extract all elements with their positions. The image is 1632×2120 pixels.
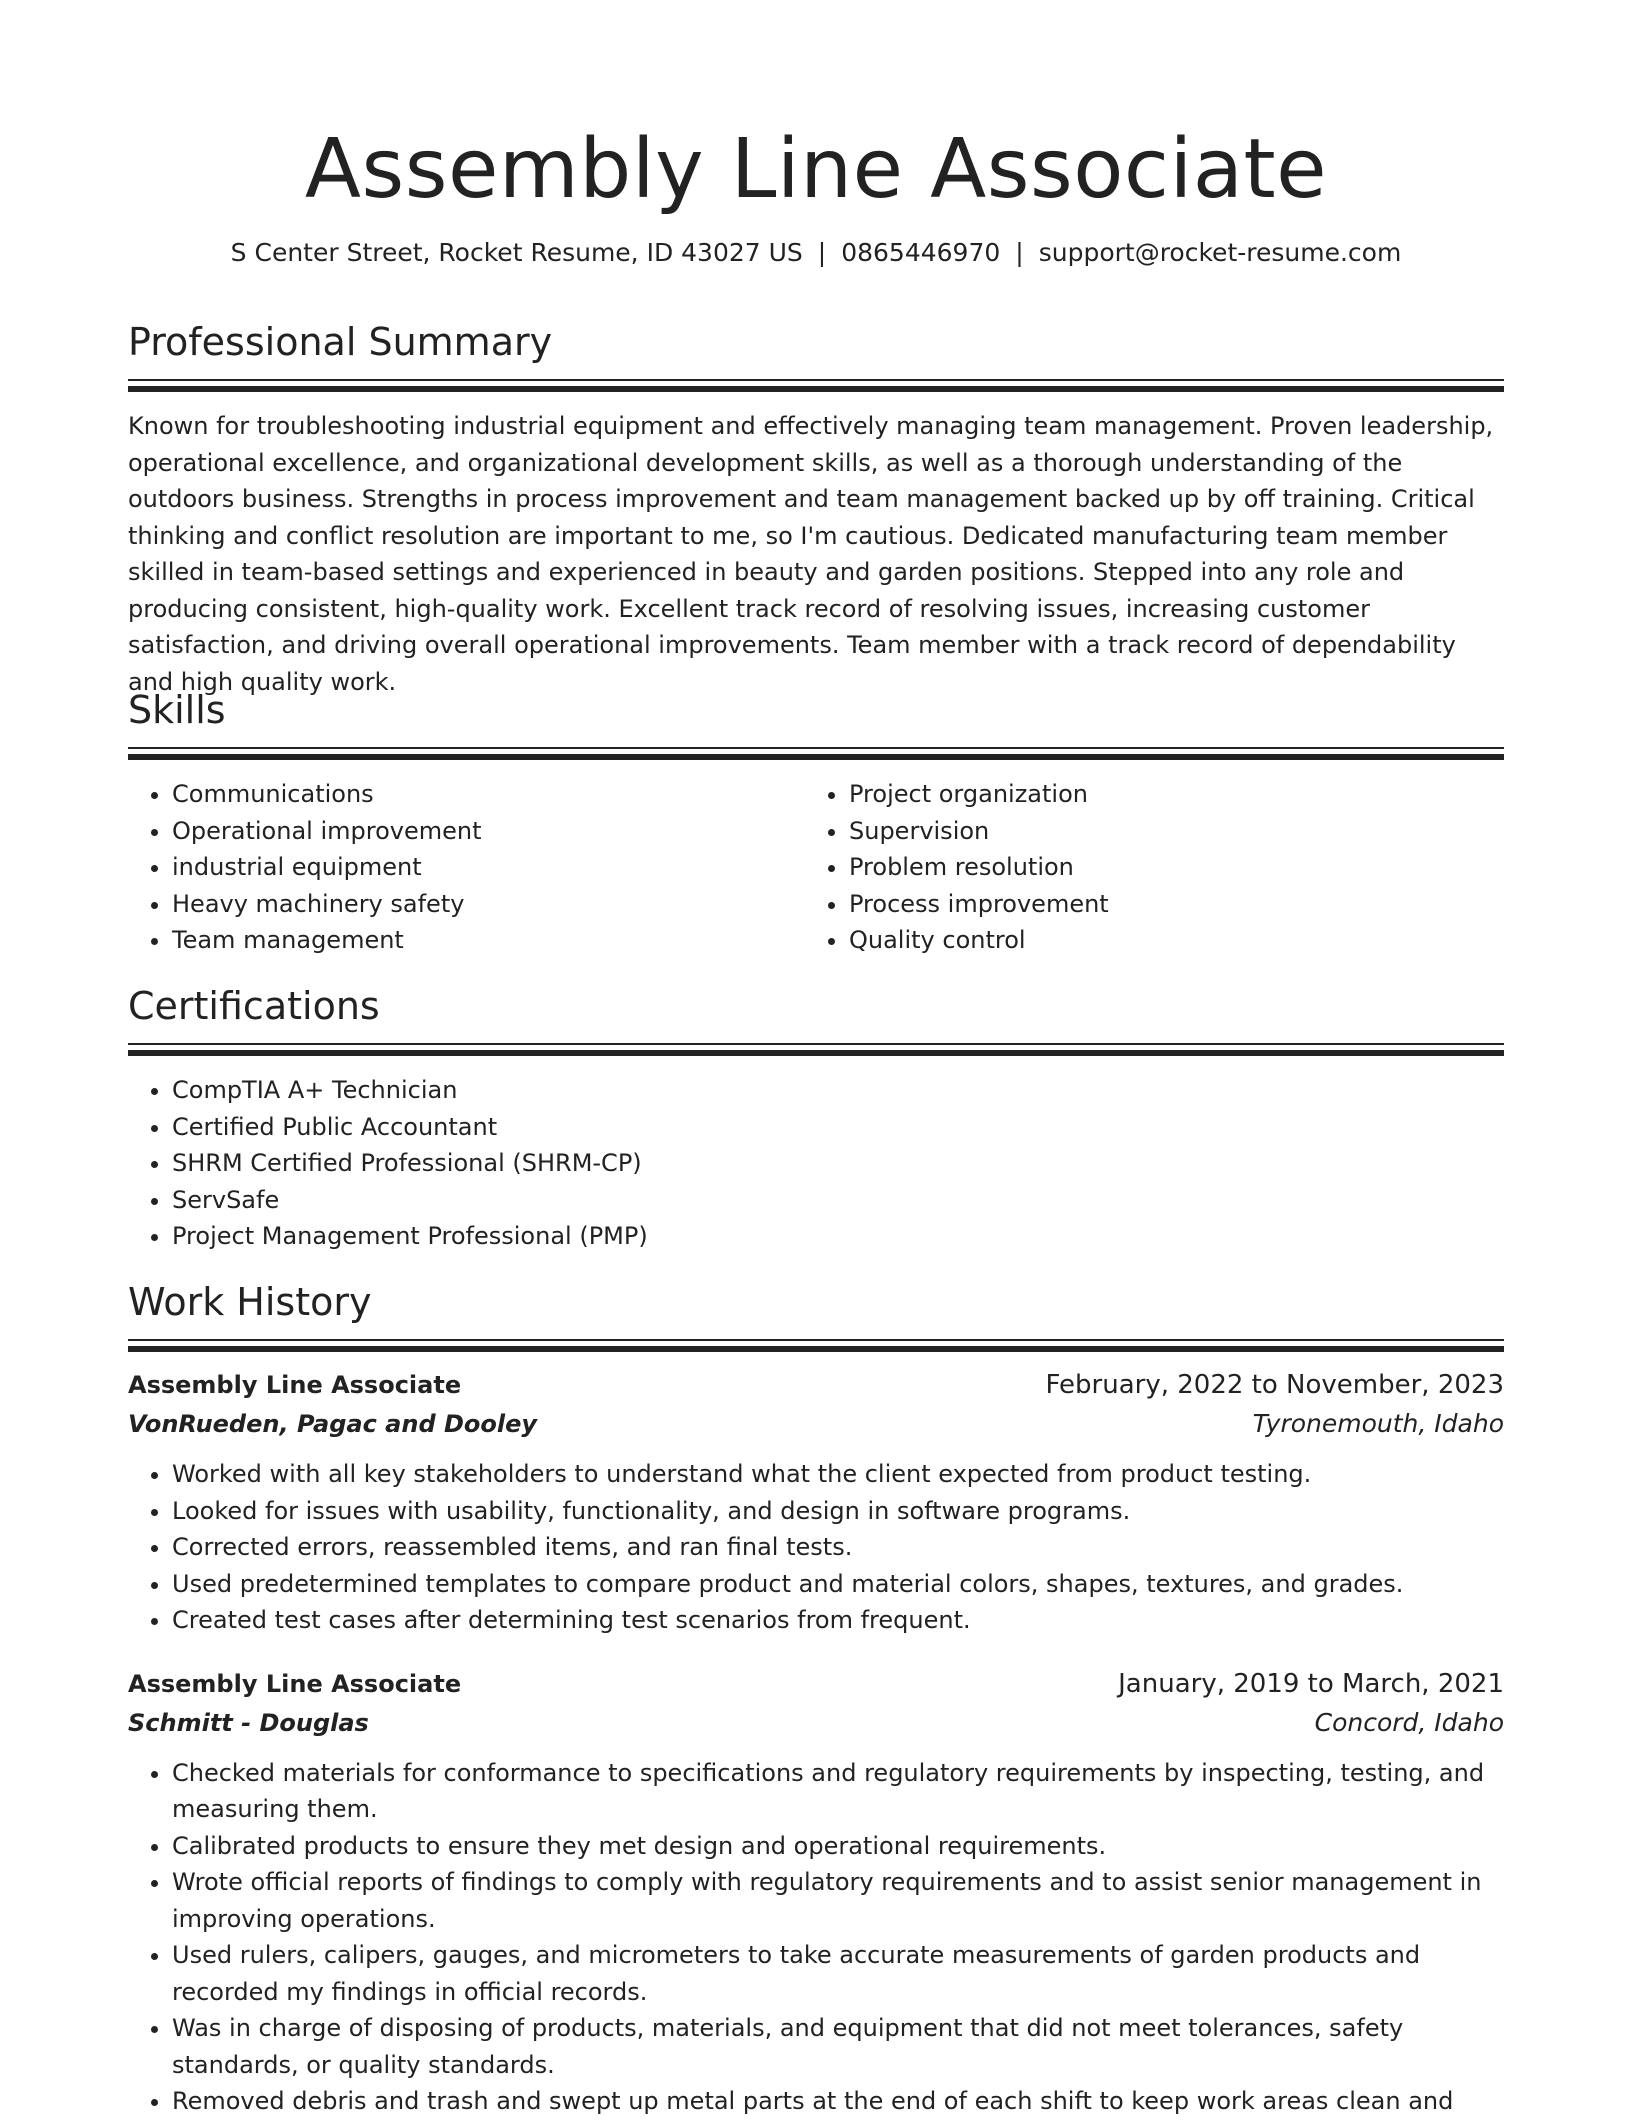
skill-item: • Team management xyxy=(172,922,805,959)
section-title: Skills xyxy=(128,688,226,732)
contact-separator: | xyxy=(1015,238,1024,267)
section-divider-thick xyxy=(128,1346,1504,1352)
job-duty-item: • Removed debris and trash and swept up metal parts at the end of each shift to keep work areas clean and xyxy=(172,2083,1504,2120)
summary-section xyxy=(128,317,1504,700)
job-subheader-row xyxy=(128,1703,1504,1743)
job-header-row xyxy=(128,1366,1504,1404)
certification-item: • Project Management Professional (PMP) xyxy=(172,1218,1504,1255)
section-divider-thick xyxy=(128,386,1504,392)
certification-item: • Certified Public Accountant xyxy=(172,1109,1504,1146)
job-location: Concord, Idaho xyxy=(1314,1707,1504,1737)
skills-list-left xyxy=(128,776,805,959)
job-duty-item: • Looked for issues with usability, functionality, and design in software programs. xyxy=(172,1493,1504,1530)
skills-list-right xyxy=(805,776,1482,959)
section-divider xyxy=(128,1339,1504,1341)
section-title: Professional Summary xyxy=(128,320,553,364)
contact-line xyxy=(128,236,1504,270)
job-entry xyxy=(128,1366,1504,1639)
summary-text: Known for troubleshooting industrial equipment and effectively managing team management. Proven leadership, operational excellence, and organizational development skills, as well as a thorough understanding of the outdoors business. Strengths in process improvement and team management backed up by off training. Critical thinking and conflict resolution are important to me, so I'm cautious. Dedicated manufacturing team member skilled in team-based settings and experienced in beauty and garden positions. Stepped into any role and producing consistent, high-quality work. Excellent track record of resolving issues, increasing customer satisfaction, and driving overall operational improvements. Team member with a track record of dependability and high quality work. xyxy=(128,412,1494,696)
contact-email[interactable]: support@rocket-resume.com xyxy=(1038,238,1402,267)
section-divider xyxy=(128,747,1504,749)
skill-item: • Project organization xyxy=(849,776,1482,813)
job-duty-item: • Calibrated products to ensure they met design and operational requirements. xyxy=(172,1828,1504,1865)
section-divider-thick xyxy=(128,1050,1504,1056)
job-company: Schmitt - Douglas xyxy=(128,1708,369,1737)
job-duties-list xyxy=(128,1755,1504,2120)
certification-item: • ServSafe xyxy=(172,1182,1504,1219)
job-duties-list xyxy=(128,1456,1504,1639)
job-company: VonRueden, Pagac and Dooley xyxy=(128,1410,538,1438)
certifications-section xyxy=(128,981,1504,1255)
job-subheader-row xyxy=(128,1404,1504,1444)
section-divider xyxy=(128,1043,1504,1045)
job-location: Tyronemouth, Idaho xyxy=(1252,1409,1504,1438)
job-title: Assembly Line Associate xyxy=(128,1669,462,1698)
job-title: Assembly Line Associate xyxy=(128,1371,462,1399)
certification-item: • CompTIA A+ Technician xyxy=(172,1072,1504,1109)
job-dates: February, 2022 to November, 2023 xyxy=(1045,1370,1504,1400)
job-duty-item: • Was in charge of disposing of products, materials, and equipment that did not meet tolerances, safety standards, or quality standards. xyxy=(172,2010,1504,2083)
certifications-list xyxy=(128,1072,1504,1255)
skills-grid xyxy=(128,760,1504,959)
certification-item: • SHRM Certified Professional (SHRM-CP) xyxy=(172,1145,1504,1182)
job-duty-item: • Checked materials for conformance to specifications and regulatory requirements by inspecting, testing, and measuring them. xyxy=(172,1755,1504,1828)
job-dates: January, 2019 to March, 2021 xyxy=(1118,1668,1504,1699)
job-duty-item: • Created test cases after determining test scenarios from frequent. xyxy=(172,1602,1504,1639)
contact-address: S Center Street, Rocket Resume, ID 43027 US xyxy=(230,238,803,267)
skill-item: • Process improvement xyxy=(849,886,1482,923)
skill-item: • Problem resolution xyxy=(849,849,1482,886)
job-header-row xyxy=(128,1665,1504,1703)
job-duty-item: • Wrote official reports of findings to comply with regulatory requirements and to assist senior management in improving operations. xyxy=(172,1864,1504,1937)
resume-page xyxy=(128,0,1504,2115)
job-duty-item: • Used rulers, calipers, gauges, and micrometers to take accurate measurements of garden products and recorded my findings in official records. xyxy=(172,1937,1504,2010)
job-duty-item: • Corrected errors, reassembled items, and ran final tests. xyxy=(172,1529,1504,1566)
contact-separator: | xyxy=(817,238,827,267)
job-entry xyxy=(128,1665,1504,2120)
job-duty-item: • Worked with all key stakeholders to understand what the client expected from product testing. xyxy=(172,1456,1504,1493)
job-duty-item: • Used predetermined templates to compare product and material colors, shapes, textures, and grades. xyxy=(172,1566,1504,1603)
skill-item: • Supervision xyxy=(849,813,1482,850)
skills-section xyxy=(128,685,1504,959)
section-divider xyxy=(128,379,1504,381)
resume-name: Assembly Line Associate xyxy=(304,122,1328,217)
skill-item: • industrial equipment xyxy=(172,849,805,886)
contact-phone: 0865446970 xyxy=(841,238,1001,267)
section-title: Work History xyxy=(128,1280,372,1324)
work-history-section xyxy=(128,1277,1504,2120)
skill-item: • Communications xyxy=(172,776,805,813)
section-title: Certifications xyxy=(128,984,380,1028)
skill-item: • Heavy machinery safety xyxy=(172,886,805,923)
skill-item: • Operational improvement xyxy=(172,813,805,850)
skill-item: • Quality control xyxy=(849,922,1482,959)
